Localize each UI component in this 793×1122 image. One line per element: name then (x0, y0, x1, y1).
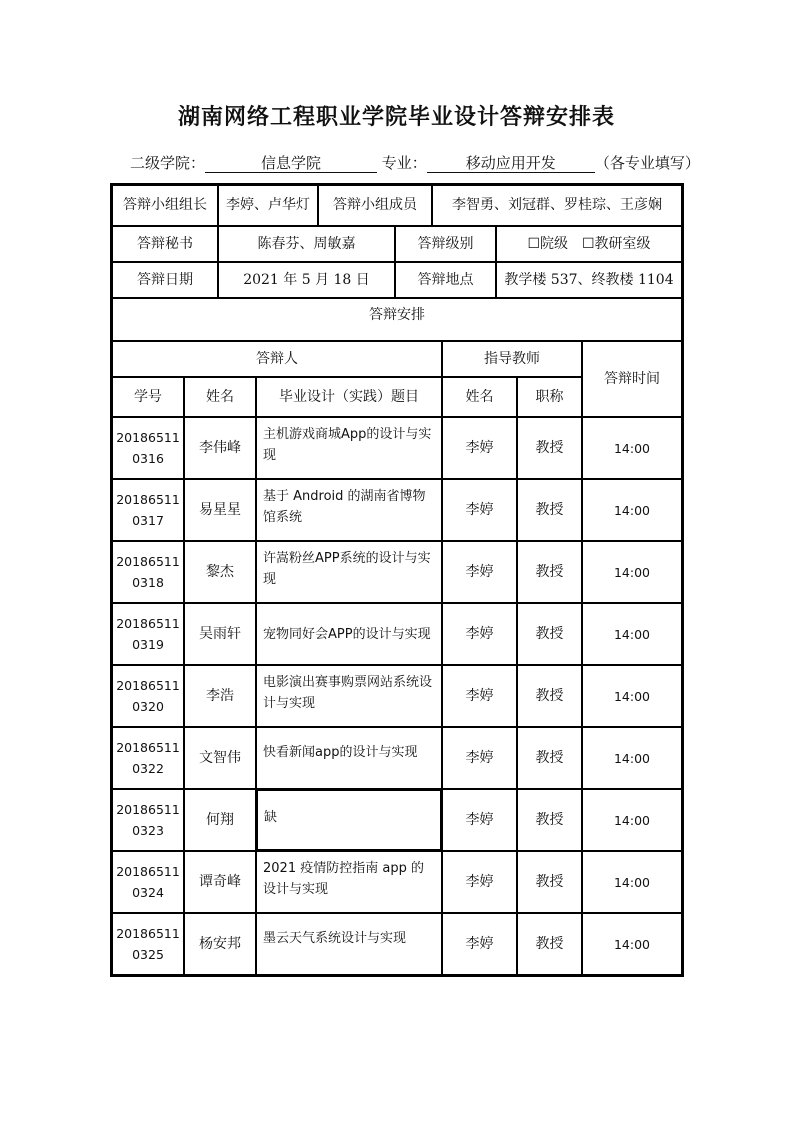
topic-cell: 主机游戏商城App的设计与实现 (256, 417, 442, 479)
advisor-title-cell: 教授 (517, 913, 582, 975)
major-value: 移动应用开发 (427, 154, 595, 173)
student-name-cell: 李浩 (184, 665, 256, 727)
time-cell: 14:00 (582, 851, 682, 913)
header-line (130, 152, 700, 173)
advisor-title-cell: 教授 (517, 541, 582, 603)
advisor-title-cell: 教授 (517, 603, 582, 665)
advisor-title-cell: 教授 (517, 417, 582, 479)
major-label: 专业： (381, 154, 427, 172)
advisor-title-cell: 教授 (517, 665, 582, 727)
leader-value: 李婷、卢华灯 (218, 185, 318, 226)
time-cell: 14:00 (582, 417, 682, 479)
advisor-title-cell: 教授 (517, 851, 582, 913)
place-value: 教学楼 537、终教楼 1104 (496, 262, 682, 298)
advisor-header: 指导教师 (442, 341, 582, 377)
place-label: 答辩地点 (395, 262, 496, 298)
topic-cell: 宠物同好会APP的设计与实现 (256, 603, 442, 665)
fill-note: （各专业填写） (594, 154, 700, 172)
date-label: 答辩日期 (112, 262, 218, 298)
page-title: 湖南网络工程职业学院毕业设计答辩安排表 (177, 105, 615, 130)
level-options: ☐院级 ☐教研室级 (496, 226, 682, 262)
student-id-cell: 20186511 0322 (112, 727, 184, 789)
topic-cell: 墨云天气系统设计与实现 (256, 913, 442, 975)
advisor-name-cell: 李婷 (442, 603, 517, 665)
topic-cell: 2021 疫情防控指南 app 的设计与实现 (256, 851, 442, 913)
leader-label: 答辩小组组长 (112, 185, 218, 226)
topic-cell: 快看新闻app的设计与实现 (256, 727, 442, 789)
advisor-name-cell: 李婷 (442, 541, 517, 603)
student-id-cell: 20186511 0323 (112, 789, 184, 851)
advisor-name-cell: 李婷 (442, 727, 517, 789)
advisor-title-cell: 教授 (517, 789, 582, 851)
student-name-cell: 文智伟 (184, 727, 256, 789)
advisor-name-cell: 李婷 (442, 665, 517, 727)
advisor-name-cell: 李婷 (442, 851, 517, 913)
schedule-heading: 答辩安排 (112, 298, 682, 341)
secretary-label: 答辩秘书 (112, 226, 218, 262)
defender-header: 答辩人 (112, 341, 442, 377)
advisor-title-cell: 教授 (517, 727, 582, 789)
advisor-title-cell: 教授 (517, 479, 582, 541)
topic-cell: 缺 (256, 789, 442, 851)
advisor-name-cell: 李婷 (442, 479, 517, 541)
advisor-name-cell: 李婷 (442, 789, 517, 851)
secretary-value: 陈春芬、周敏嘉 (218, 226, 395, 262)
time-cell: 14:00 (582, 479, 682, 541)
student-name-cell: 李伟峰 (184, 417, 256, 479)
student-id-cell: 20186511 0318 (112, 541, 184, 603)
time-cell: 14:00 (582, 727, 682, 789)
student-name-cell: 何翔 (184, 789, 256, 851)
topic-cell: 基于 Android 的湖南省博物馆系统 (256, 479, 442, 541)
advisor-name-header: 姓名 (442, 377, 517, 417)
college-label: 二级学院： (130, 154, 206, 172)
topic-cell: 许嵩粉丝APP系统的设计与实现 (256, 541, 442, 603)
time-cell: 14:00 (582, 603, 682, 665)
date-value: 2021 年 5 月 18 日 (218, 262, 395, 298)
student-id-cell: 20186511 0316 (112, 417, 184, 479)
college-value: 信息学院 (205, 154, 377, 173)
student-name-cell: 吴雨轩 (184, 603, 256, 665)
members-label: 答辩小组成员 (318, 185, 432, 226)
student-name-cell: 易星星 (184, 479, 256, 541)
student-id-header: 学号 (112, 377, 184, 417)
topic-header: 毕业设计（实践）题目 (256, 377, 442, 417)
time-header: 答辩时间 (582, 341, 682, 417)
student-name-cell: 谭奇峰 (184, 851, 256, 913)
student-id-cell: 20186511 0320 (112, 665, 184, 727)
topic-cell: 电影演出赛事购票网站系统设计与实现 (256, 665, 442, 727)
student-id-cell: 20186511 0317 (112, 479, 184, 541)
student-id-cell: 20186511 0325 (112, 913, 184, 975)
advisor-title-header: 职称 (517, 377, 582, 417)
advisor-name-cell: 李婷 (442, 913, 517, 975)
student-name-cell: 黎杰 (184, 541, 256, 603)
advisor-name-cell: 李婷 (442, 417, 517, 479)
level-label: 答辩级别 (395, 226, 496, 262)
student-id-cell: 20186511 0324 (112, 851, 184, 913)
time-cell: 14:00 (582, 913, 682, 975)
student-name-cell: 杨安邦 (184, 913, 256, 975)
time-cell: 14:00 (582, 541, 682, 603)
members-value: 李智勇、刘冠群、罗桂琮、王彦娴 (432, 185, 682, 226)
student-id-cell: 20186511 0319 (112, 603, 184, 665)
time-cell: 14:00 (582, 665, 682, 727)
student-name-header: 姓名 (184, 377, 256, 417)
time-cell: 14:00 (582, 789, 682, 851)
